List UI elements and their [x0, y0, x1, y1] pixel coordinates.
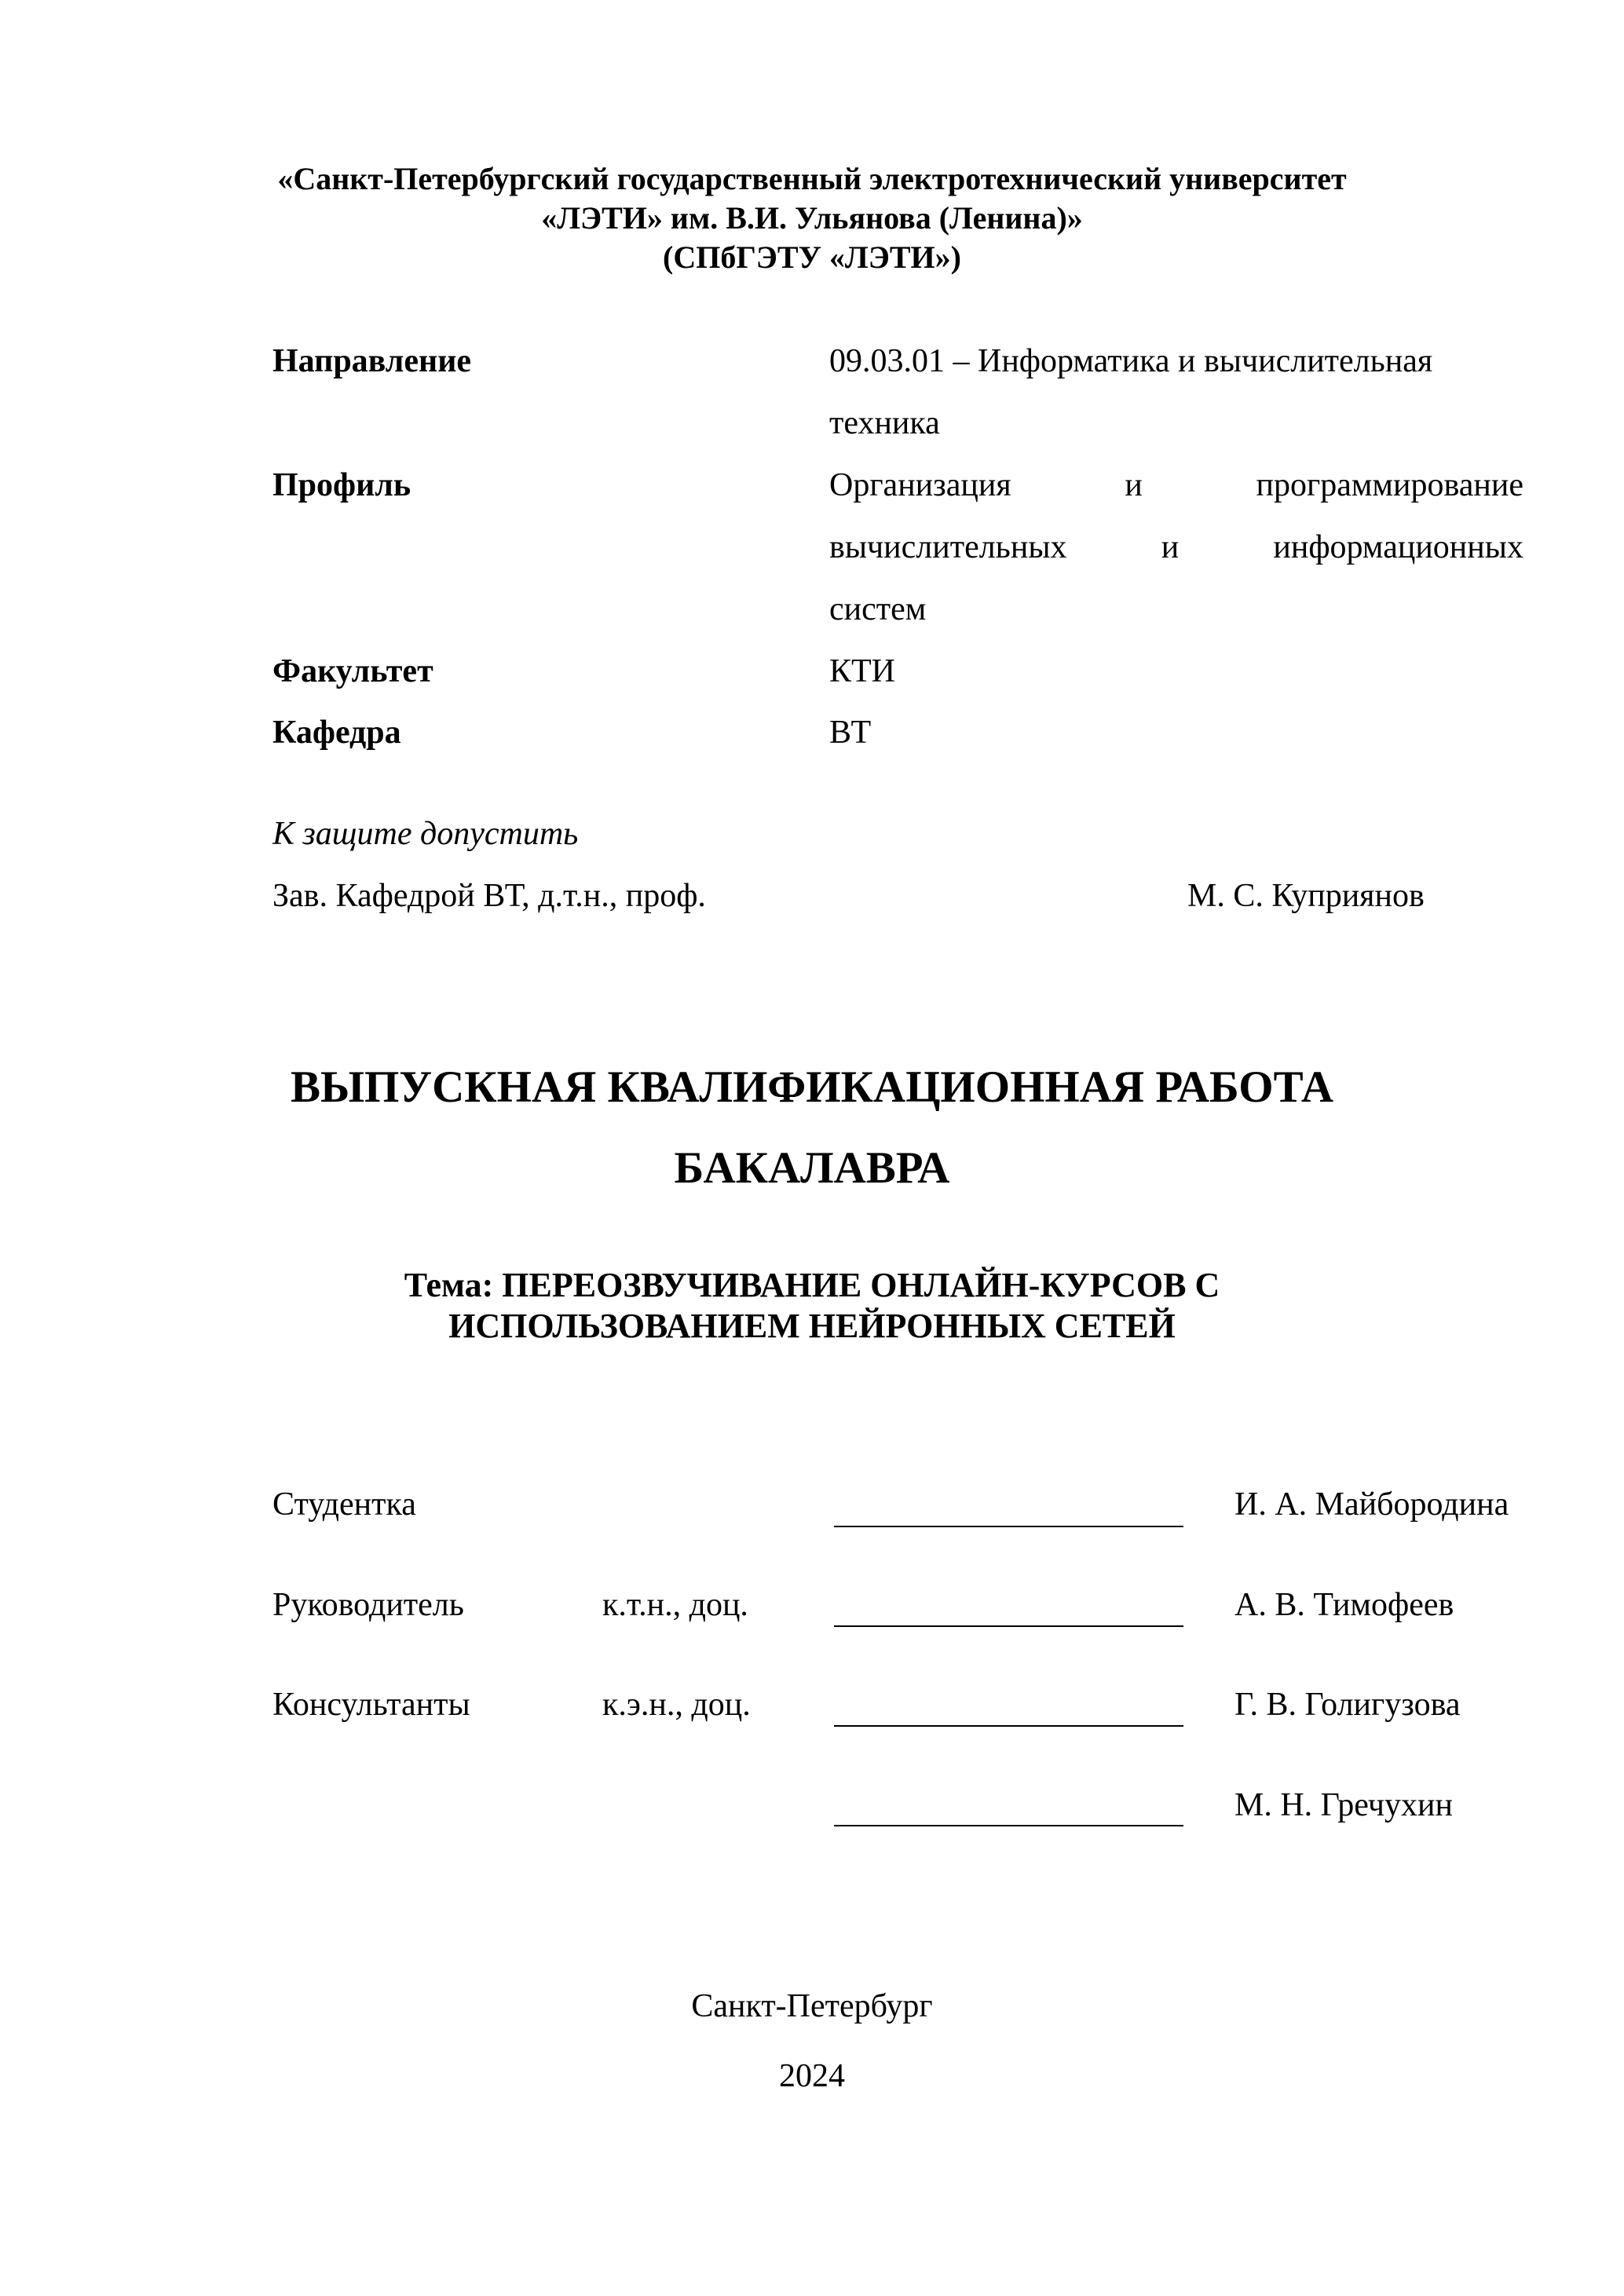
profile-word: программирование [1256, 467, 1523, 503]
document-title-line2: БАКАЛАВРА [674, 1143, 950, 1193]
signature-line [834, 1625, 1183, 1627]
signature-line [834, 1725, 1183, 1727]
profile-label: Профиль [272, 467, 411, 503]
topic-line1: Тема: ПЕРЕОЗВУЧИВАНИЕ ОНЛАЙН-КУРСОВ С [404, 1266, 1220, 1304]
signature-name: М. Н. Гречухин [1234, 1787, 1453, 1823]
signature-role: Руководитель [272, 1587, 464, 1623]
direction-value-text: 09.03.01 – Информатика и вычислительная [829, 343, 1433, 379]
profile-word: и [1125, 467, 1143, 503]
approval-name: М. С. Куприянов [1187, 878, 1425, 914]
direction-value-line2: техника [829, 405, 940, 441]
document-title-line1: ВЫПУСКНАЯ КВАЛИФИКАЦИОННАЯ РАБОТА [290, 1062, 1333, 1112]
signature-degree: к.т.н., доц. [602, 1587, 748, 1623]
approval-position: Зав. Кафедрой ВТ, д.т.н., проф. [272, 878, 706, 914]
signature-name: Г. В. Голигузова [1234, 1687, 1461, 1723]
department-value: ВТ [829, 715, 872, 751]
profile-word: вычислительных [829, 529, 1067, 565]
profile-word: Организация [829, 467, 1011, 503]
footer-city: Санкт-Петербург [691, 1988, 933, 2024]
university-abbreviation: (СПбГЭТУ «ЛЭТИ») [663, 239, 961, 275]
signature-role: Консультанты [272, 1687, 470, 1723]
signature-degree: к.э.н., доц. [602, 1687, 751, 1723]
signature-name: И. А. Майбородина [1234, 1486, 1509, 1523]
university-name-line2: «ЛЭТИ» им. В.И. Ульянова (Ленина)» [541, 200, 1083, 236]
footer-year: 2024 [779, 2058, 845, 2094]
direction-value-line1 [829, 342, 1523, 380]
signature-line [834, 1526, 1183, 1527]
topic-line2: ИСПОЛЬЗОВАНИЕМ НЕЙРОННЫХ СЕТЕЙ [448, 1307, 1176, 1345]
signature-line [834, 1825, 1183, 1826]
profile-value-line3: систем [829, 591, 927, 627]
profile-word: информационных [1273, 529, 1523, 565]
signature-name: А. В. Тимофеев [1234, 1587, 1454, 1623]
profile-word: и [1161, 529, 1180, 565]
university-name-line1: «Санкт-Петербургский государственный электротехнический университет [277, 161, 1347, 196]
department-label: Кафедра [272, 715, 401, 751]
faculty-value: КТИ [829, 653, 895, 689]
profile-value-line1 [829, 466, 1523, 504]
signature-role: Студентка [272, 1486, 416, 1523]
faculty-label: Факультет [272, 653, 433, 689]
approval-heading: К защите допустить [272, 816, 579, 852]
profile-value-line2 [829, 528, 1523, 566]
direction-label: Направление [272, 343, 472, 379]
